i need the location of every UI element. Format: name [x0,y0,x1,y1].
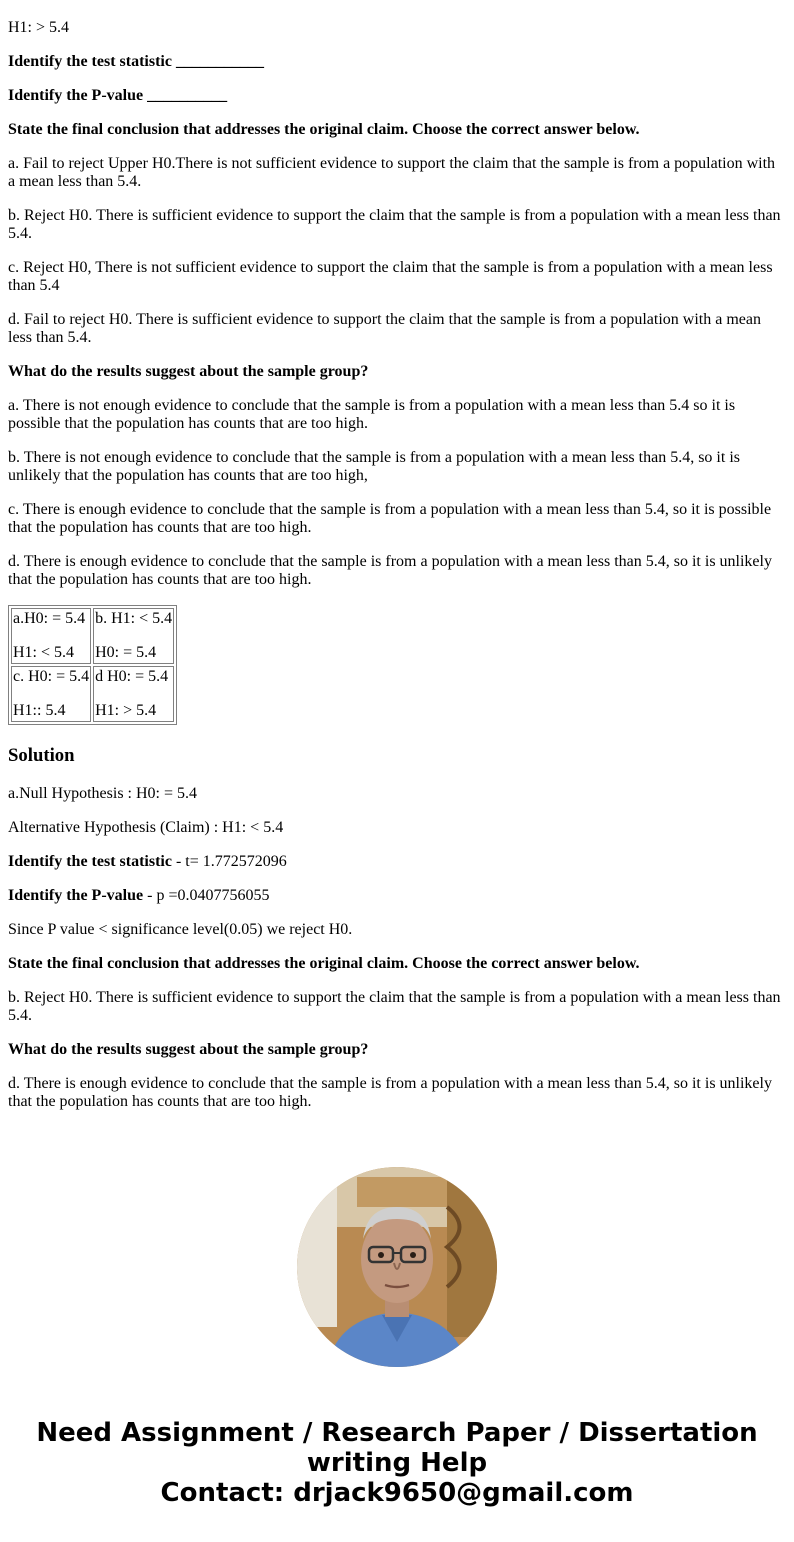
p-value-answer: Identify the P-value - p =0.0407756055 [8,887,270,904]
h1-line: H1: > 5.4 [8,19,70,36]
author-photo [297,1167,497,1367]
suggest-prompt: What do the results suggest about the sample group? [8,363,369,380]
conclusion-option-b: b. Reject H0. There is sufficient evidence to support the claim that the sample is from a population with a mean less than 5.4. [8,207,781,242]
alt-hypothesis: Alternative Hypothesis (Claim) : H1: < 5.4 [8,819,284,836]
null-hypothesis: a.Null Hypothesis : H0: = 5.4 [8,785,198,802]
suggest-option-a: a. There is not enough evidence to conclude that the sample is from a population with a mean less than 5.4 so it is possible that the population has counts that are too high. [8,397,736,432]
solution-suggest-answer: d. There is enough evidence to conclude that the sample is from a population with a mean less than 5.4, so it is unlikely that the population has counts that are too high. [8,1075,772,1110]
promo-line-2: writing Help [306,1448,488,1478]
table-row [11,666,174,722]
conclusion-option-d: d. Fail to reject H0. There is sufficient evidence to support the claim that the sample is from a population with a mean less than 5.4. [8,311,761,346]
hypothesis-options-table [8,605,177,725]
solution-heading: Solution [8,745,75,766]
hypothesis-option-a: a.H0: = 5.4 H1: < 5.4 [11,608,91,664]
solution-conclusion-prompt: State the final conclusion that addresses the original claim. Choose the correct answer below. [8,955,640,972]
conclusion-prompt: State the final conclusion that addresses the original claim. Choose the correct answer below. [8,121,640,138]
decision-text: Since P value < significance level(0.05) we reject H0. [8,921,353,938]
hypothesis-option-d: d H0: = 5.4 H1: > 5.4 [93,666,174,722]
promo-banner [0,1418,794,1508]
suggest-option-c: c. There is enough evidence to conclude that the sample is from a population with a mean less than 5.4, so it is possible that the population has counts that are too high. [8,501,772,536]
table-row [11,608,174,664]
test-statistic-answer: Identify the test statistic - t= 1.772572096 [8,853,287,870]
promo-line-1: Need Assignment / Research Paper / Dissertation [36,1418,758,1448]
test-statistic-prompt: Identify the test statistic ___________ [8,53,264,70]
solution-suggest-prompt: What do the results suggest about the sample group? [8,1041,369,1058]
p-value-prompt: Identify the P-value __________ [8,87,228,104]
suggest-option-d: d. There is enough evidence to conclude that the sample is from a population with a mean less than 5.4, so it is unlikely that the population has counts that are too high. [8,553,772,588]
suggest-option-b: b. There is not enough evidence to conclude that the sample is from a population with a mean less than 5.4, so it is unlikely that the population has counts that are too high, [8,449,740,484]
conclusion-option-c: c. Reject H0, There is not sufficient evidence to support the claim that the sample is from a population with a mean less than 5.4 [8,259,773,294]
author-photo-wrap [0,1167,794,1367]
promo-contact: Contact: drjack9650@gmail.com [160,1478,634,1508]
hypothesis-option-c: c. H0: = 5.4 H1:: 5.4 [11,666,91,722]
conclusion-option-a: a. Fail to reject Upper H0.There is not sufficient evidence to support the claim that the sample is from a population with a mean less than 5.4. [8,155,776,190]
hypothesis-option-b: b. H1: < 5.4 H0: = 5.4 [93,608,174,664]
question-document [0,19,794,1111]
solution-conclusion-answer: b. Reject H0. There is sufficient evidence to support the claim that the sample is from a population with a mean less than 5.4. [8,989,781,1024]
